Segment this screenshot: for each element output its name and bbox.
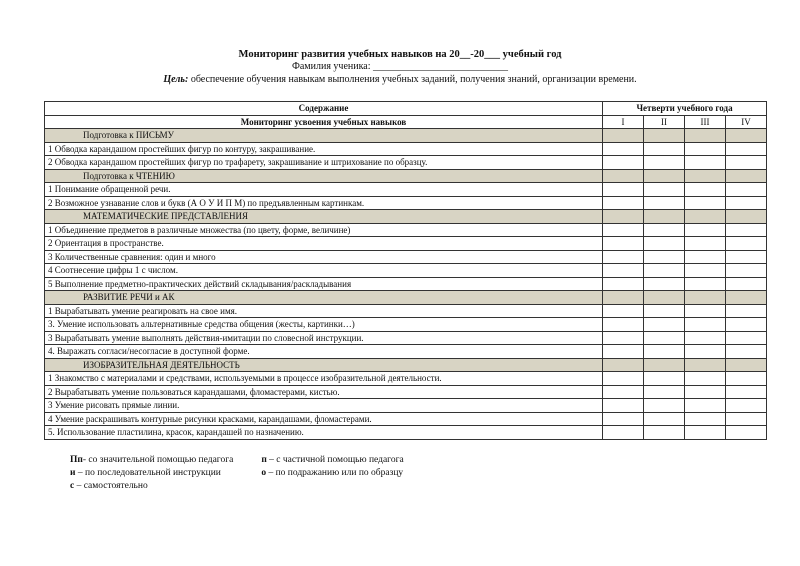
quarter-cell[interactable] [603,156,644,170]
quarter-cell [603,169,644,183]
section-header-row [45,358,767,372]
skill-item: 3 Вырабатывать умение выполнять действия-имитации по словесной инструкции. [45,331,603,345]
quarter-cell[interactable] [726,277,767,291]
skill-item: 1 Понимание обращенной речи. [45,183,603,197]
quarter-cell[interactable] [603,345,644,359]
quarter-cell[interactable] [726,345,767,359]
table-row [45,331,767,345]
quarter-cell [644,291,685,305]
quarter-cell[interactable] [644,223,685,237]
table-row [45,250,767,264]
table-row [45,399,767,413]
quarter-cell [603,291,644,305]
quarter-cell[interactable] [726,142,767,156]
quarter-header-2: II [644,115,685,129]
quarter-cell[interactable] [685,142,726,156]
section-title: ИЗОБРАЗИТЕЛЬНАЯ ДЕЯТЕЛЬНОСТЬ [45,358,603,372]
quarter-cell[interactable] [644,196,685,210]
table-row [45,142,767,156]
table-row [45,372,767,386]
quarter-cell[interactable] [644,385,685,399]
quarter-cell[interactable] [726,264,767,278]
table-header-row [45,102,767,116]
table-row [45,277,767,291]
quarter-cell[interactable] [685,277,726,291]
legend-item: и – по последовательной инструкции [70,468,221,478]
quarter-cell[interactable] [685,264,726,278]
skill-item: 3 Умение рисовать прямые линии. [45,399,603,413]
quarter-cell[interactable] [726,223,767,237]
table-row [45,156,767,170]
section-title: РАЗВИТИЕ РЕЧИ и АК [45,291,603,305]
quarter-cell[interactable] [644,331,685,345]
document-header [0,48,800,86]
legend-item: о – по подражанию или по образцу [261,468,404,478]
quarter-cell[interactable] [726,183,767,197]
quarter-header-1: I [603,115,644,129]
quarter-cell[interactable] [644,399,685,413]
quarter-cell[interactable] [726,156,767,170]
quarter-cell[interactable] [726,304,767,318]
quarter-cell [644,129,685,143]
section-header-row [45,210,767,224]
quarter-cell [644,169,685,183]
skill-item: 3. Умение использовать альтернативные средства общения (жесты, картинки…) [45,318,603,332]
table-row [45,264,767,278]
quarter-cell[interactable] [603,372,644,386]
section-title: Подготовка к ПИСЬМУ [45,129,603,143]
quarter-cell[interactable] [603,412,644,426]
legend-item: п – с частичной помощью педагога [261,455,404,465]
skill-item: 2 Вырабатывать умение пользоваться карандашами, фломастерами, кистью. [45,385,603,399]
skill-item: 5. Использование пластилина, красок, карандашей по назначению. [45,426,603,440]
quarter-cell[interactable] [685,237,726,251]
quarter-cell[interactable] [685,426,726,440]
skill-item: 2 Обводка карандашом простейших фигур по трафарету, закрашивание и штрихование по образцу. [45,156,603,170]
quarter-cell[interactable] [644,250,685,264]
quarter-cell[interactable] [726,372,767,386]
quarter-cell[interactable] [644,412,685,426]
quarter-cell[interactable] [603,223,644,237]
quarter-cell[interactable] [644,156,685,170]
table-row [45,426,767,440]
quarter-cell[interactable] [685,318,726,332]
quarter-cell[interactable] [603,331,644,345]
skill-item: 2 Возможное узнавание слов и букв (А О У И П М) по предъявленным картинкам. [45,196,603,210]
monitoring-table [44,101,767,440]
skill-item: 2 Ориентация в пространстве. [45,237,603,251]
quarter-cell[interactable] [685,196,726,210]
skill-item: 1 Вырабатывать умение реагировать на свое имя. [45,304,603,318]
quarter-header-3: III [685,115,726,129]
skill-item: 4 Соотнесение цифры 1 с числом. [45,264,603,278]
table-row [45,237,767,251]
table-subheader-row [45,115,767,129]
quarter-cell[interactable] [603,142,644,156]
quarter-cell[interactable] [603,426,644,440]
quarter-cell[interactable] [644,426,685,440]
quarter-cell[interactable] [726,250,767,264]
column-header-quarters: Четверти учебного года [603,102,767,116]
quarter-cell[interactable] [644,372,685,386]
quarter-cell[interactable] [685,399,726,413]
section-title: Подготовка к ЧТЕНИЮ [45,169,603,183]
quarter-cell[interactable] [644,142,685,156]
quarter-cell[interactable] [603,250,644,264]
quarter-cell[interactable] [644,304,685,318]
table-row [45,412,767,426]
quarter-cell[interactable] [685,412,726,426]
quarter-cell [685,129,726,143]
goal-label: Цель: [163,74,189,85]
skill-item: 4 Умение раскрашивать контурные рисунки красками, карандашами, фломастерами. [45,412,603,426]
quarter-cell[interactable] [603,237,644,251]
quarter-cell [603,129,644,143]
quarter-cell[interactable] [685,331,726,345]
quarter-cell[interactable] [685,345,726,359]
quarter-cell [726,129,767,143]
quarter-cell [685,291,726,305]
quarter-cell [726,169,767,183]
quarter-cell[interactable] [644,277,685,291]
quarter-cell[interactable] [685,223,726,237]
table-row [45,196,767,210]
table-row [45,223,767,237]
quarter-cell [685,358,726,372]
quarter-cell[interactable] [644,318,685,332]
table-row [45,345,767,359]
quarter-cell[interactable] [726,318,767,332]
quarter-cell[interactable] [685,372,726,386]
student-name-line: Фамилия ученика: ___________________________ [291,61,509,72]
quarter-cell[interactable] [726,237,767,251]
quarter-cell[interactable] [726,399,767,413]
quarter-cell[interactable] [685,304,726,318]
skill-item: 4. Выражать согласи/несогласие в доступной форме. [45,345,603,359]
legend-left-column [70,454,233,493]
legend-item: Пп- со значительной помощью педагога [70,455,234,465]
quarter-cell[interactable] [603,264,644,278]
quarter-header-4: IV [726,115,767,129]
column-header-content: Содержание [45,102,603,116]
skill-item: 3 Количественные сравнения: один и много [45,250,603,264]
quarter-cell[interactable] [726,412,767,426]
quarter-cell[interactable] [603,196,644,210]
quarter-cell[interactable] [726,331,767,345]
table-row [45,304,767,318]
quarter-cell [603,210,644,224]
skill-item: 1 Знакомство с материалами и средствами, используемыми в процессе изобразительной деятельности. [45,372,603,386]
skill-item: 5 Выполнение предметно-практических действий складывания/раскладывания [45,277,603,291]
skill-item: 1 Объединение предметов в различные множества (по цвету, форме, величине) [45,223,603,237]
quarter-cell [685,169,726,183]
quarter-cell[interactable] [603,183,644,197]
quarter-cell[interactable] [603,277,644,291]
quarter-cell [726,358,767,372]
quarter-cell[interactable] [603,399,644,413]
quarter-cell [644,210,685,224]
quarter-cell[interactable] [644,237,685,251]
table-row [45,183,767,197]
quarter-cell [726,291,767,305]
quarter-cell[interactable] [603,318,644,332]
document-title: Мониторинг развития учебных навыков на 20__-20___ учебный год [238,49,562,60]
legend-item: с – самостоятельно [70,481,148,491]
quarter-cell[interactable] [685,385,726,399]
quarter-cell[interactable] [685,156,726,170]
quarter-cell[interactable] [644,264,685,278]
quarter-cell [685,210,726,224]
quarter-cell[interactable] [644,183,685,197]
quarter-cell [603,358,644,372]
section-header-row [45,169,767,183]
section-title: МАТЕМАТИЧЕСКИЕ ПРЕДСТАВЛЕНИЯ [45,210,603,224]
column-header-monitoring: Мониторинг усвоения учебных навыков [45,115,603,129]
quarter-cell [644,358,685,372]
quarter-cell[interactable] [726,385,767,399]
section-header-row [45,129,767,143]
quarter-cell[interactable] [685,250,726,264]
table-row [45,318,767,332]
table-row [45,385,767,399]
legend [70,454,404,493]
quarter-cell [726,210,767,224]
quarter-cell[interactable] [603,385,644,399]
quarter-cell[interactable] [644,345,685,359]
legend-right-column [261,454,403,493]
goal-line [0,73,800,86]
quarter-cell[interactable] [726,196,767,210]
skill-item: 1 Обводка карандашом простейших фигур по контуру, закрашивание. [45,142,603,156]
quarter-cell[interactable] [685,183,726,197]
quarter-cell[interactable] [726,426,767,440]
quarter-cell[interactable] [603,304,644,318]
section-header-row [45,291,767,305]
goal-text: обеспечение обучения навыкам выполнения учебных заданий, получения знаний, организации времени. [190,74,637,85]
